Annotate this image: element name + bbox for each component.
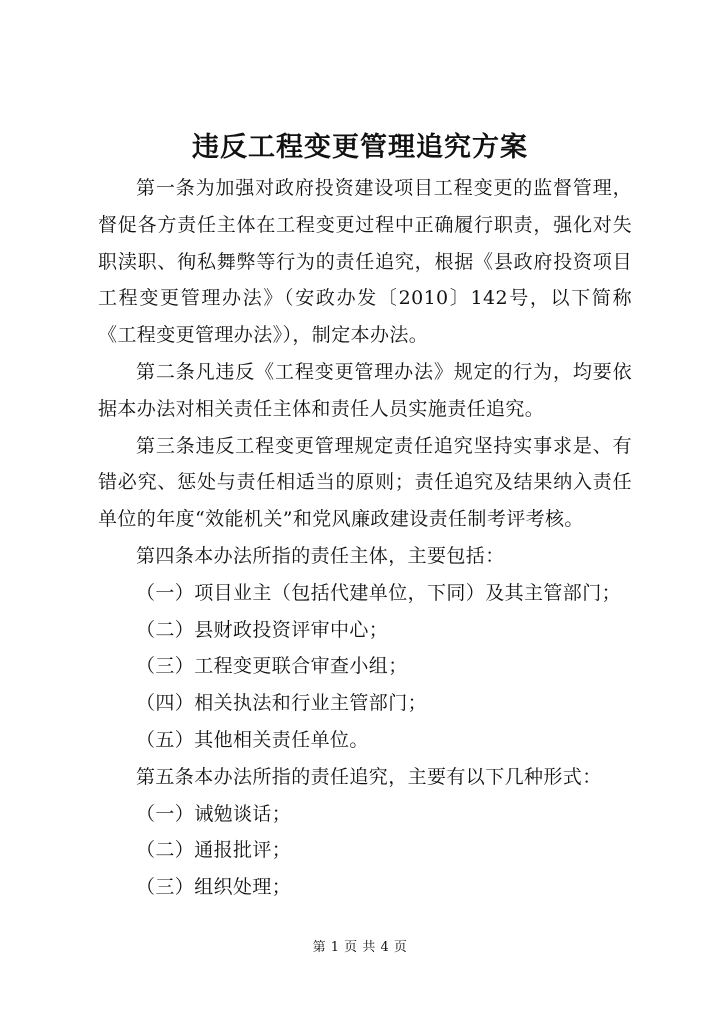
article-2-paragraph: 第二条凡违反《工程变更管理办法》规定的行为，均要依据本办法对相关责任主体和责任人员实施责任追究。 <box>98 360 632 420</box>
article-5-item: （二）通报批评； <box>136 839 292 862</box>
document-body <box>98 170 632 906</box>
article-4-item: （五）其他相关责任单位。 <box>136 728 369 751</box>
article-1-paragraph: 第一条为加强对政府投资建设项目工程变更的监督管理，督促各方责任主体在工程变更过程中正确履行职责，强化对失职渎职、徇私舞弊等行为的责任追究，根据《县政府投资项目工程变更管理办法》（安政办发〔2010〕142号，以下简称《工程变更管理办法》），制定本办法。 <box>98 177 632 347</box>
article-5-heading: 第五条本办法所指的责任追究，主要有以下几种形式： <box>136 765 602 788</box>
article-4-item: （三）工程变更联合审查小组； <box>136 655 408 678</box>
document-title: 违反工程变更管理追究方案 <box>192 132 528 163</box>
page-number-footer: 第 1 页 共 4 页 <box>312 940 408 955</box>
article-5-item: （一）诫勉谈话； <box>136 802 292 825</box>
article-4-heading: 第四条本办法所指的责任主体，主要包括： <box>136 544 505 567</box>
article-4-item: （一）项目业主（包括代建单位，下同）及其主管部门； <box>136 581 622 604</box>
article-4-item: （二）县财政投资评审中心； <box>136 618 389 641</box>
article-3-paragraph: 第三条违反工程变更管理规定责任追究坚持实事求是、有错必究、惩处与责任相适当的原则；责任追究及结果纳入责任单位的年度“效能机关”和党风廉政建设责任制考评考核。 <box>98 434 632 531</box>
article-5-item: （三）组织处理； <box>136 876 292 899</box>
article-4-item: （四）相关执法和行业主管部门； <box>136 692 428 715</box>
